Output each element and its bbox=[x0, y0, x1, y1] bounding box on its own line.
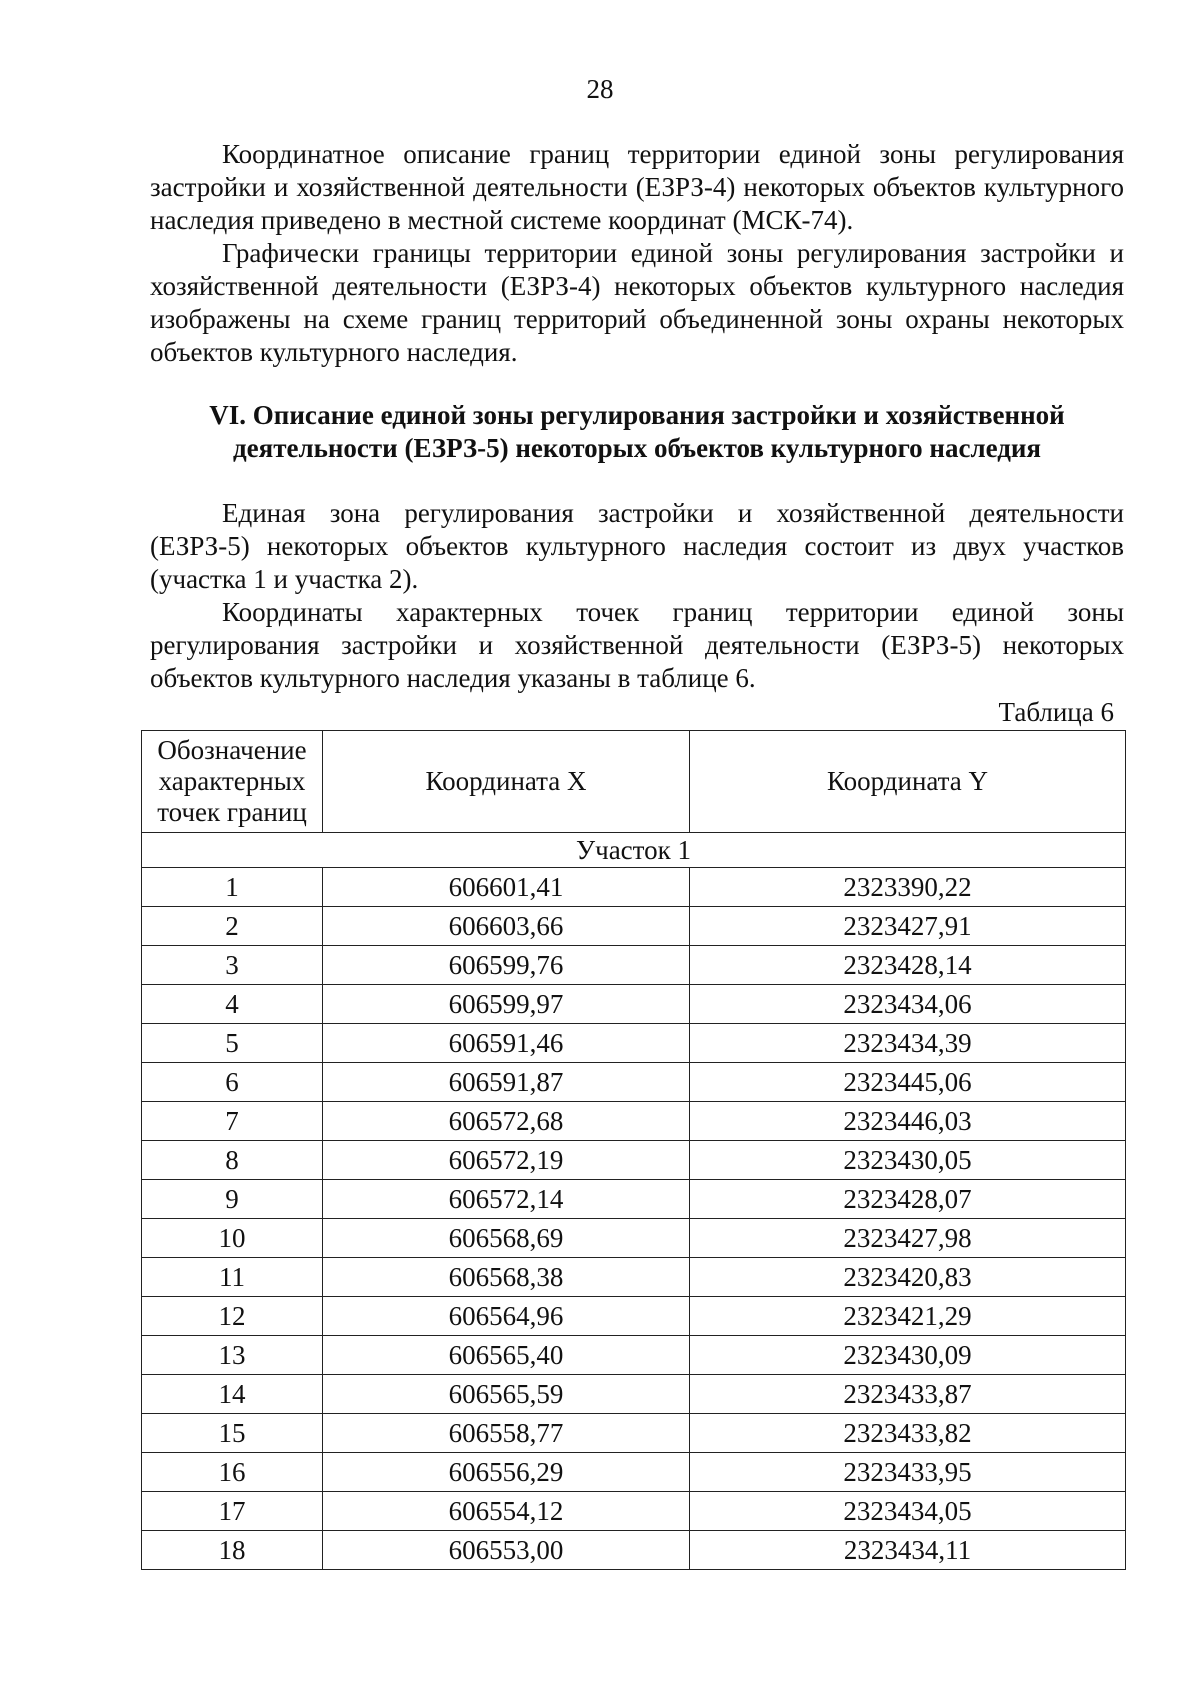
cell-point-number: 3 bbox=[142, 946, 323, 985]
cell-coordinate-x: 606553,00 bbox=[323, 1531, 690, 1570]
cell-coordinate-y: 2323434,39 bbox=[690, 1024, 1126, 1063]
cell-coordinate-x: 606568,69 bbox=[323, 1219, 690, 1258]
cell-coordinate-x: 606564,96 bbox=[323, 1297, 690, 1336]
cell-point-number: 17 bbox=[142, 1492, 323, 1531]
table-caption: Таблица 6 bbox=[998, 697, 1114, 727]
cell-coordinate-x: 606568,38 bbox=[323, 1258, 690, 1297]
table-row bbox=[142, 907, 1126, 946]
cell-coordinate-x: 606603,66 bbox=[323, 907, 690, 946]
cell-point-number: 4 bbox=[142, 985, 323, 1024]
cell-point-number: 7 bbox=[142, 1102, 323, 1141]
section-heading-line-2: деятельности (ЕЗРЗ-5) некоторых объектов культурного наследия bbox=[232, 433, 1042, 463]
cell-coordinate-x: 606599,76 bbox=[323, 946, 690, 985]
paragraph-ezrz4-graphics: Графически границы территории единой зоны регулирования застройки и хозяйственной деятельности (ЕЗРЗ-4) некоторых объектов культурного наследия изображены на схеме границ территорий объединенной зоны охраны некоторых объектов культурного наследия. bbox=[150, 238, 1124, 367]
cell-point-number: 9 bbox=[142, 1180, 323, 1219]
cell-coordinate-y: 2323434,06 bbox=[690, 985, 1126, 1024]
cell-coordinate-y: 2323427,91 bbox=[690, 907, 1126, 946]
cell-coordinate-y: 2323421,29 bbox=[690, 1297, 1126, 1336]
table-row bbox=[142, 1414, 1126, 1453]
table-row bbox=[142, 985, 1126, 1024]
section-row-plot-1 bbox=[142, 833, 1126, 868]
cell-coordinate-y: 2323434,05 bbox=[690, 1492, 1126, 1531]
section-label-plot-1: Участок 1 bbox=[142, 833, 1126, 868]
cell-coordinate-x: 606565,40 bbox=[323, 1336, 690, 1375]
cell-coordinate-y: 2323446,03 bbox=[690, 1102, 1126, 1141]
cell-coordinate-x: 606572,19 bbox=[323, 1141, 690, 1180]
cell-coordinate-x: 606558,77 bbox=[323, 1414, 690, 1453]
cell-coordinate-y: 2323427,98 bbox=[690, 1219, 1126, 1258]
table-row bbox=[142, 1219, 1126, 1258]
table-row bbox=[142, 1102, 1126, 1141]
cell-coordinate-x: 606599,97 bbox=[323, 985, 690, 1024]
cell-point-number: 13 bbox=[142, 1336, 323, 1375]
table-row bbox=[142, 1375, 1126, 1414]
cell-coordinate-x: 606601,41 bbox=[323, 868, 690, 907]
cell-point-number: 2 bbox=[142, 907, 323, 946]
cell-point-number: 1 bbox=[142, 868, 323, 907]
cell-point-number: 8 bbox=[142, 1141, 323, 1180]
table-row bbox=[142, 1492, 1126, 1531]
header-coordinate-x: Координата X bbox=[323, 731, 690, 833]
cell-coordinate-x: 606554,12 bbox=[323, 1492, 690, 1531]
cell-coordinate-x: 606572,14 bbox=[323, 1180, 690, 1219]
cell-coordinate-x: 606556,29 bbox=[323, 1453, 690, 1492]
table-row bbox=[142, 1141, 1126, 1180]
cell-coordinate-y: 2323428,07 bbox=[690, 1180, 1126, 1219]
cell-point-number: 14 bbox=[142, 1375, 323, 1414]
header-point-designation: Обозначение характерных точек границ bbox=[142, 731, 323, 833]
cell-point-number: 10 bbox=[142, 1219, 323, 1258]
cell-coordinate-y: 2323428,14 bbox=[690, 946, 1126, 985]
page-number: 28 bbox=[586, 74, 614, 104]
cell-coordinate-y: 2323433,95 bbox=[690, 1453, 1126, 1492]
header-coordinate-y: Координата Y bbox=[690, 731, 1126, 833]
section-heading-line-1: VI. Описание единой зоны регулирования застройки и хозяйственной bbox=[209, 400, 1065, 430]
table-row bbox=[142, 1453, 1126, 1492]
cell-coordinate-y: 2323390,22 bbox=[690, 868, 1126, 907]
cell-coordinate-y: 2323433,82 bbox=[690, 1414, 1126, 1453]
cell-point-number: 6 bbox=[142, 1063, 323, 1102]
table-row bbox=[142, 1258, 1126, 1297]
paragraph-ezrz5-composition: Единая зона регулирования застройки и хозяйственной деятельности (ЕЗРЗ-5) некоторых объектов культурного наследия состоит из двух участков (участка 1 и участка 2). bbox=[150, 498, 1124, 594]
cell-point-number: 18 bbox=[142, 1531, 323, 1570]
table-row bbox=[142, 1180, 1126, 1219]
cell-coordinate-y: 2323430,05 bbox=[690, 1141, 1126, 1180]
cell-coordinate-y: 2323433,87 bbox=[690, 1375, 1126, 1414]
cell-point-number: 15 bbox=[142, 1414, 323, 1453]
table-row bbox=[142, 868, 1126, 907]
cell-point-number: 5 bbox=[142, 1024, 323, 1063]
table-row bbox=[142, 1063, 1126, 1102]
section-heading bbox=[150, 399, 1124, 465]
paragraph-ezrz5-coordinates-ref: Координаты характерных точек границ территории единой зоны регулирования застройки и хозяйственной деятельности (ЕЗРЗ-5) некоторых объектов культурного наследия указаны в таблице 6. bbox=[150, 597, 1124, 693]
table-row bbox=[142, 946, 1126, 985]
cell-point-number: 12 bbox=[142, 1297, 323, 1336]
table-header-row bbox=[142, 731, 1126, 833]
cell-coordinate-y: 2323434,11 bbox=[690, 1531, 1126, 1570]
cell-point-number: 11 bbox=[142, 1258, 323, 1297]
table-row bbox=[142, 1024, 1126, 1063]
coordinates-table bbox=[141, 730, 1126, 1570]
cell-point-number: 16 bbox=[142, 1453, 323, 1492]
cell-coordinate-y: 2323420,83 bbox=[690, 1258, 1126, 1297]
table-row bbox=[142, 1336, 1126, 1375]
cell-coordinate-x: 606565,59 bbox=[323, 1375, 690, 1414]
paragraph-ezrz4-coordinates: Координатное описание границ территории единой зоны регулирования застройки и хозяйственной деятельности (ЕЗРЗ-4) некоторых объектов культурного наследия приведено в местной системе координат (МСК-74). bbox=[150, 139, 1124, 235]
cell-coordinate-x: 606591,87 bbox=[323, 1063, 690, 1102]
table-row bbox=[142, 1297, 1126, 1336]
cell-coordinate-x: 606572,68 bbox=[323, 1102, 690, 1141]
table-row bbox=[142, 1531, 1126, 1570]
cell-coordinate-y: 2323430,09 bbox=[690, 1336, 1126, 1375]
cell-coordinate-x: 606591,46 bbox=[323, 1024, 690, 1063]
cell-coordinate-y: 2323445,06 bbox=[690, 1063, 1126, 1102]
